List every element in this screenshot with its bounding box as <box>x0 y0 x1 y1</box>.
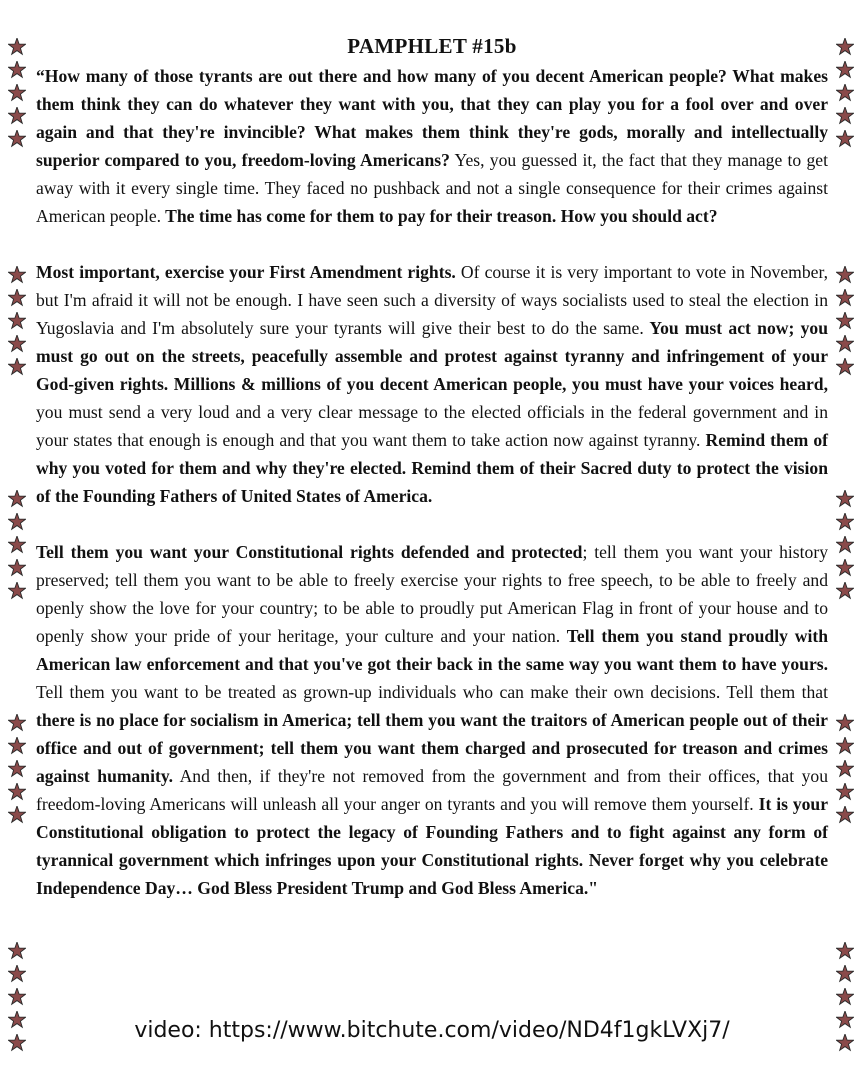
left-star-group-3 <box>8 490 30 605</box>
paragraph-3 <box>36 538 828 902</box>
star-icon <box>8 988 26 1006</box>
star-icon <box>836 358 854 376</box>
text-segment: Yes, you guessed it, the fact that they manage to get away with it every single time. They faced no pushback and not a single consequence for their crimes against American people. <box>36 150 828 226</box>
star-icon <box>836 289 854 307</box>
star-icon <box>836 783 854 801</box>
star-icon <box>8 582 26 600</box>
star-icon <box>836 806 854 824</box>
star-icon <box>8 737 26 755</box>
star-icon <box>836 714 854 732</box>
star-icon <box>836 760 854 778</box>
star-icon <box>836 737 854 755</box>
star-icon <box>8 1011 26 1029</box>
star-icon <box>8 289 26 307</box>
text-segment: you must send a very loud and a very clear message to the elected officials in the federal government and in your states that enough is enough and that you want them to take action now against tyranny. <box>36 402 828 450</box>
right-star-group-1 <box>836 38 858 153</box>
star-icon <box>8 965 26 983</box>
star-icon <box>836 1034 854 1052</box>
star-icon <box>836 965 854 983</box>
text-segment: ; tell them you want your history preserved; tell them you want to be able to freely exercise your rights to free speech, to be able to freely and openly show the love for your country; to be able to proudly put American Flag in front of your house and to openly show your pride of your heritage, your culture and your nation. <box>36 542 828 646</box>
star-icon <box>8 358 26 376</box>
left-star-group-1 <box>8 38 30 153</box>
star-icon <box>836 490 854 508</box>
paragraph-1 <box>36 62 828 230</box>
text-segment: You must act now; you must go out on the streets, peacefully assemble and protest against tyranny and infringement of your God-given rights. Millions & millions of you decent American people, you must have your voices heard, <box>36 318 828 394</box>
star-icon <box>8 513 26 531</box>
left-star-group-4 <box>8 714 30 829</box>
star-icon <box>8 942 26 960</box>
star-icon <box>836 266 854 284</box>
right-star-group-5 <box>836 942 858 1057</box>
star-icon <box>836 1011 854 1029</box>
text-segment: Remind them of why you voted for them and why they're elected. Remind them of their Sacred duty to protect the vision of the Founding Fathers of United States of America. <box>36 430 828 506</box>
star-icon <box>8 61 26 79</box>
text-segment: Tell them you want your Constitutional rights defended and protected <box>36 542 583 562</box>
star-icon <box>836 582 854 600</box>
right-star-group-3 <box>836 490 858 605</box>
star-icon <box>8 1034 26 1052</box>
text-segment: Tell them you stand proudly with American law enforcement and that you've got their back in the same way you want them to have yours. <box>36 626 828 674</box>
text-segment: And then, if they're not removed from the government and from their offices, that you freedom-loving Americans will unleash all your anger on tyrants and you will remove them yourself. <box>36 766 828 814</box>
star-icon <box>8 559 26 577</box>
star-icon <box>8 760 26 778</box>
star-icon <box>8 84 26 102</box>
left-star-group-5 <box>8 942 30 1057</box>
star-icon <box>836 335 854 353</box>
star-icon <box>8 312 26 330</box>
pamphlet-body <box>36 62 828 902</box>
text-segment: there is no place for socialism in America; tell them you want the traitors of American people out of their office and out of government; tell them you want them charged and prosecuted for treason and crimes against humanity. <box>36 710 828 786</box>
star-icon <box>8 130 26 148</box>
star-icon <box>836 84 854 102</box>
star-icon <box>8 107 26 125</box>
star-icon <box>8 806 26 824</box>
star-icon <box>836 559 854 577</box>
text-segment: Of course it is very important to vote in November, but I'm afraid it will not be enough. I have seen such a diversity of ways socialists used to steal the election in Yugoslavia and I'm absolutely sure your tyrants will give their best to do the same. <box>36 262 829 338</box>
star-icon <box>8 335 26 353</box>
star-icon <box>836 536 854 554</box>
star-icon <box>836 107 854 125</box>
star-icon <box>836 38 854 56</box>
text-segment: The time has come for them to pay for their treason. How you should act? <box>161 206 718 226</box>
star-icon <box>8 783 26 801</box>
right-star-group-4 <box>836 714 858 829</box>
paragraph-2 <box>36 258 828 510</box>
left-star-group-2 <box>8 266 30 381</box>
star-icon <box>836 130 854 148</box>
star-icon <box>836 942 854 960</box>
right-star-group-2 <box>836 266 858 381</box>
star-icon <box>8 490 26 508</box>
star-icon <box>8 38 26 56</box>
video-link-text: video: https://www.bitchute.com/video/ND4f1gkLVXj7/ <box>134 1018 730 1043</box>
text-segment: Most important, exercise your First Amendment rights. <box>36 262 456 282</box>
star-icon <box>836 513 854 531</box>
page-title: PAMPHLET #15b <box>347 34 517 58</box>
star-icon <box>8 536 26 554</box>
text-segment: It is your Constitutional obligation to protect the legacy of Founding Fathers and to fight against any form of tyrannical government which infringes upon your Constitutional rights. Never forget why you celebrate Independence Day… God Bless President Trump and God Bless America." <box>36 794 829 898</box>
star-icon <box>836 61 854 79</box>
star-icon <box>836 988 854 1006</box>
star-icon <box>836 312 854 330</box>
star-icon <box>8 714 26 732</box>
star-icon <box>8 266 26 284</box>
text-segment: “How many of those tyrants are out there and how many of you decent American people? What makes them think they can do whatever they want with you, that they can play you for a fool over and over again and that they're invincible? What makes them think they're gods, morally and intellectually superior compared to you, freedom-loving Americans? <box>36 66 828 170</box>
text-segment: Tell them you want to be treated as grown-up individuals who can make their own decisions. Tell them that <box>36 682 828 702</box>
